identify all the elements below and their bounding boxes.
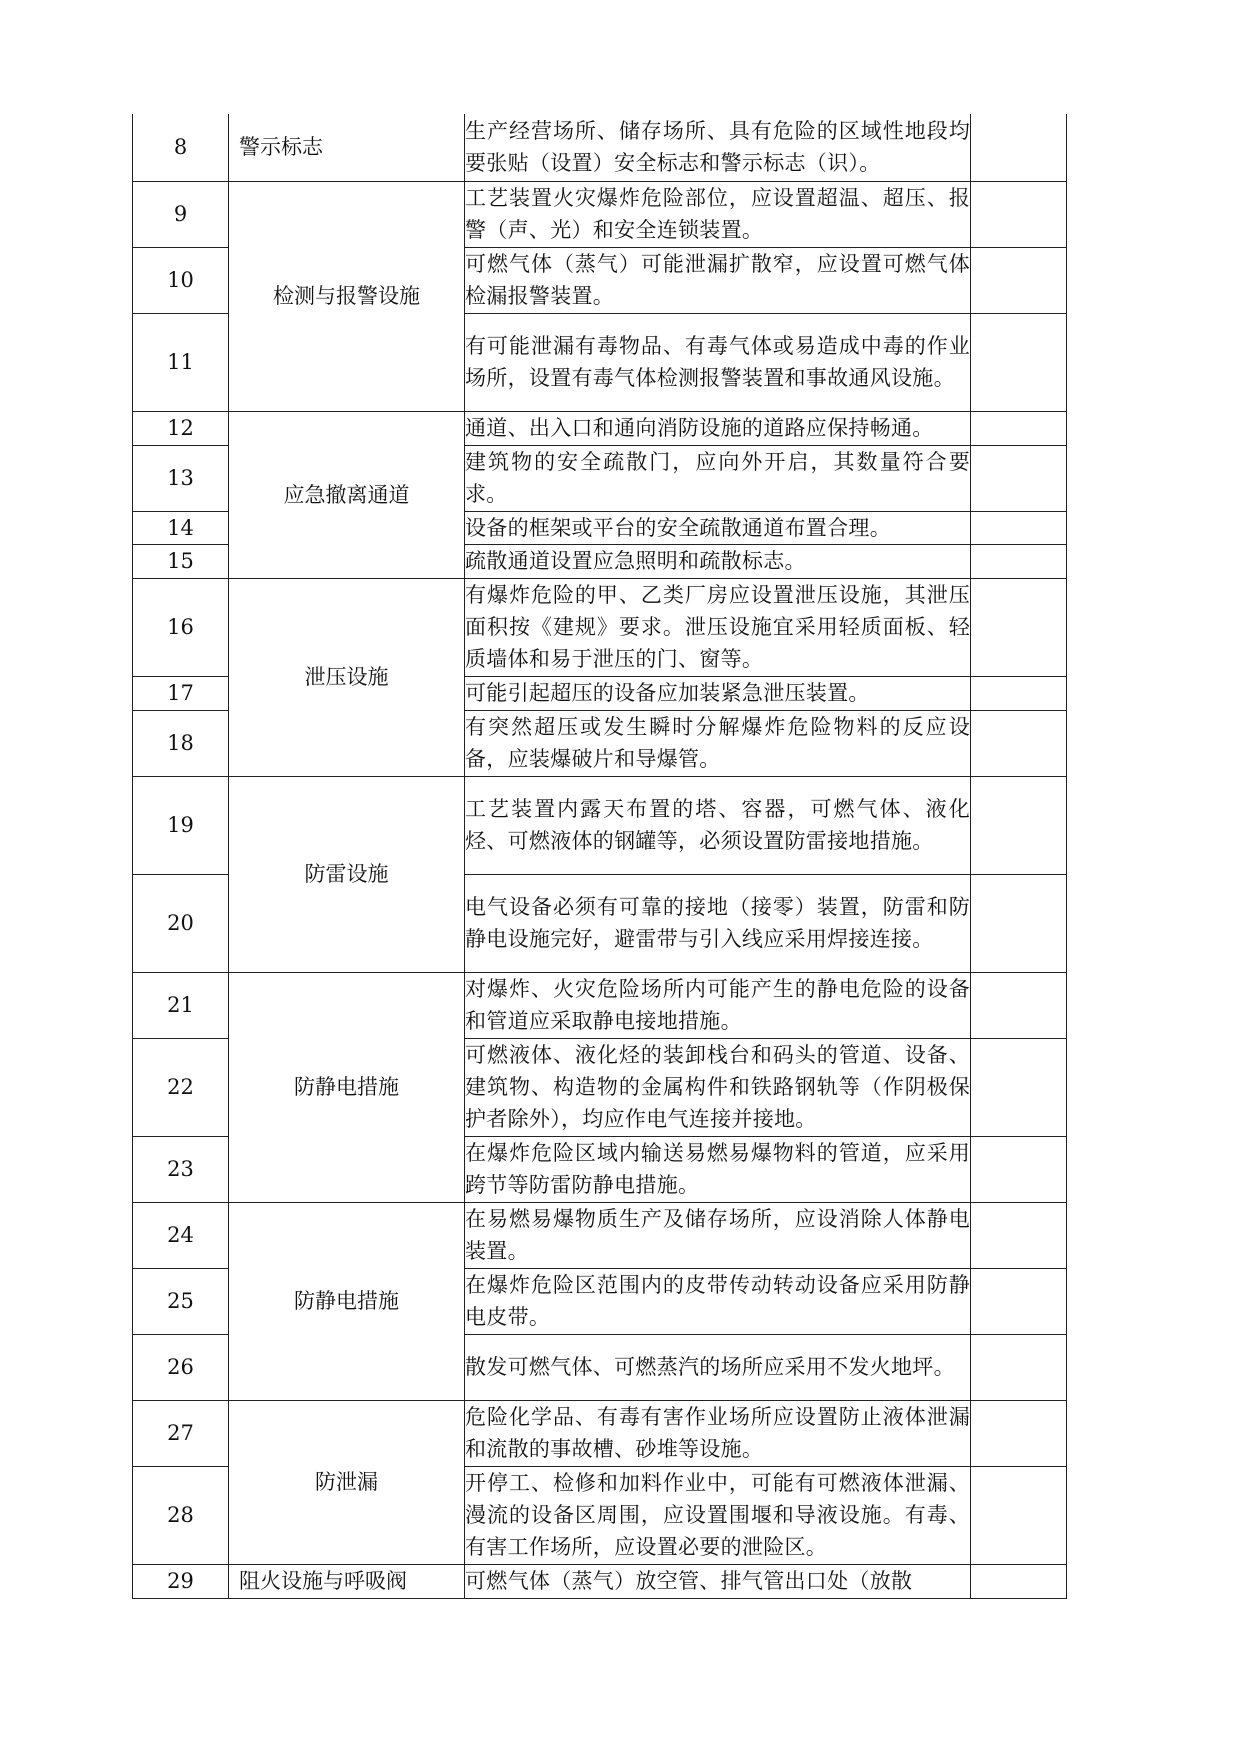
checklist-page — [132, 114, 1066, 1599]
result-cell — [971, 776, 1067, 874]
item-number: 25 — [133, 1268, 229, 1334]
item-number: 9 — [133, 181, 229, 247]
item-requirement: 设备的框架或平台的安全疏散通道布置合理。 — [465, 511, 971, 544]
item-number: 21 — [133, 972, 229, 1038]
result-cell — [971, 972, 1067, 1038]
item-requirement: 有爆炸危险的甲、乙类厂房应设置泄压设施，其泄压面积按《建规》要求。泄压设施宜采用轻质面板、轻质墙体和易于泄压的门、窗等。 — [465, 578, 971, 676]
item-requirement: 可燃气体（蒸气）可能泄漏扩散窄，应设置可燃气体检漏报警装置。 — [465, 247, 971, 313]
item-number: 28 — [133, 1466, 229, 1564]
result-cell — [971, 578, 1067, 676]
table-row — [133, 1400, 1067, 1466]
item-number: 19 — [133, 776, 229, 874]
result-cell — [971, 1038, 1067, 1136]
item-number: 15 — [133, 544, 229, 578]
item-requirement: 在爆炸危险区域内输送易燃易爆物料的管道，应采用跨节等防雷防静电措施。 — [465, 1136, 971, 1202]
result-cell — [971, 1334, 1067, 1400]
result-cell — [971, 544, 1067, 578]
item-requirement: 散发可燃气体、可燃蒸汽的场所应采用不发火地坪。 — [465, 1334, 971, 1400]
result-cell — [971, 710, 1067, 776]
result-cell — [971, 1564, 1067, 1598]
item-category: 防静电措施 — [229, 972, 465, 1202]
result-cell — [971, 445, 1067, 511]
item-category: 防静电措施 — [229, 1202, 465, 1400]
result-cell — [971, 874, 1067, 972]
result-cell — [971, 313, 1067, 411]
item-number: 17 — [133, 676, 229, 710]
item-requirement: 有突然超压或发生瞬时分解爆炸危险物料的反应设备，应装爆破片和导爆管。 — [465, 710, 971, 776]
item-number: 11 — [133, 313, 229, 411]
table-row — [133, 114, 1067, 181]
result-cell — [971, 1400, 1067, 1466]
item-category: 检测与报警设施 — [229, 181, 465, 411]
result-cell — [971, 511, 1067, 544]
item-category: 警示标志 — [229, 114, 465, 181]
result-cell — [971, 1466, 1067, 1564]
result-cell — [971, 1268, 1067, 1334]
safety-checklist-table — [132, 114, 1067, 1599]
item-category: 应急撤离通道 — [229, 411, 465, 578]
table-row — [133, 776, 1067, 874]
item-requirement: 可能引起超压的设备应加装紧急泄压装置。 — [465, 676, 971, 710]
item-requirement: 在易燃易爆物质生产及储存场所，应设消除人体静电装置。 — [465, 1202, 971, 1268]
item-number: 22 — [133, 1038, 229, 1136]
table-row — [133, 578, 1067, 676]
result-cell — [971, 1202, 1067, 1268]
item-requirement: 可燃气体（蒸气）放空管、排气管出口处（放散 — [465, 1564, 971, 1598]
item-requirement: 在爆炸危险区范围内的皮带传动转动设备应采用防静电皮带。 — [465, 1268, 971, 1334]
item-requirement: 疏散通道设置应急照明和疏散标志。 — [465, 544, 971, 578]
result-cell — [971, 247, 1067, 313]
item-number: 20 — [133, 874, 229, 972]
item-number: 10 — [133, 247, 229, 313]
result-cell — [971, 1136, 1067, 1202]
item-number: 16 — [133, 578, 229, 676]
table-row — [133, 1202, 1067, 1268]
item-requirement: 对爆炸、火灾危险场所内可能产生的静电危险的设备和管道应采取静电接地措施。 — [465, 972, 971, 1038]
item-number: 13 — [133, 445, 229, 511]
item-requirement: 电气设备必须有可靠的接地（接零）装置，防雷和防静电设施完好，避雷带与引入线应采用焊接连接。 — [465, 874, 971, 972]
table-row — [133, 1564, 1067, 1598]
item-category: 泄压设施 — [229, 578, 465, 776]
item-number: 18 — [133, 710, 229, 776]
item-category: 防雷设施 — [229, 776, 465, 972]
item-number: 8 — [133, 114, 229, 181]
item-number: 14 — [133, 511, 229, 544]
item-requirement: 工艺装置火灾爆炸危险部位，应设置超温、超压、报警（声、光）和安全连锁装置。 — [465, 181, 971, 247]
result-cell — [971, 114, 1067, 181]
item-category: 阻火设施与呼吸阀 — [229, 1564, 465, 1598]
result-cell — [971, 181, 1067, 247]
item-number: 29 — [133, 1564, 229, 1598]
table-row — [133, 181, 1067, 247]
item-number: 24 — [133, 1202, 229, 1268]
item-requirement: 危险化学品、有毒有害作业场所应设置防止液体泄漏和流散的事故槽、砂堆等设施。 — [465, 1400, 971, 1466]
item-number: 26 — [133, 1334, 229, 1400]
result-cell — [971, 676, 1067, 710]
item-number: 12 — [133, 411, 229, 445]
item-requirement: 开停工、检修和加料作业中，可能有可燃液体泄漏、漫流的设备区周围，应设置围堰和导液设施。有毒、有害工作场所，应设置必要的泄险区。 — [465, 1466, 971, 1564]
table-row — [133, 411, 1067, 445]
result-cell — [971, 411, 1067, 445]
item-requirement: 生产经营场所、储存场所、具有危险的区域性地段均要张贴（设置）安全标志和警示标志（识）。 — [465, 114, 971, 181]
item-requirement: 通道、出入口和通向消防设施的道路应保持畅通。 — [465, 411, 971, 445]
item-requirement: 建筑物的安全疏散门，应向外开启，其数量符合要求。 — [465, 445, 971, 511]
item-category: 防泄漏 — [229, 1400, 465, 1564]
item-requirement: 工艺装置内露天布置的塔、容器，可燃气体、液化烃、可燃液体的钢罐等，必须设置防雷接地措施。 — [465, 776, 971, 874]
item-number: 27 — [133, 1400, 229, 1466]
item-requirement: 有可能泄漏有毒物品、有毒气体或易造成中毒的作业场所，设置有毒气体检测报警装置和事故通风设施。 — [465, 313, 971, 411]
item-requirement: 可燃液体、液化烃的装卸栈台和码头的管道、设备、建筑物、构造物的金属构件和铁路钢轨等（作阴极保护者除外），均应作电气连接并接地。 — [465, 1038, 971, 1136]
item-number: 23 — [133, 1136, 229, 1202]
table-row — [133, 972, 1067, 1038]
